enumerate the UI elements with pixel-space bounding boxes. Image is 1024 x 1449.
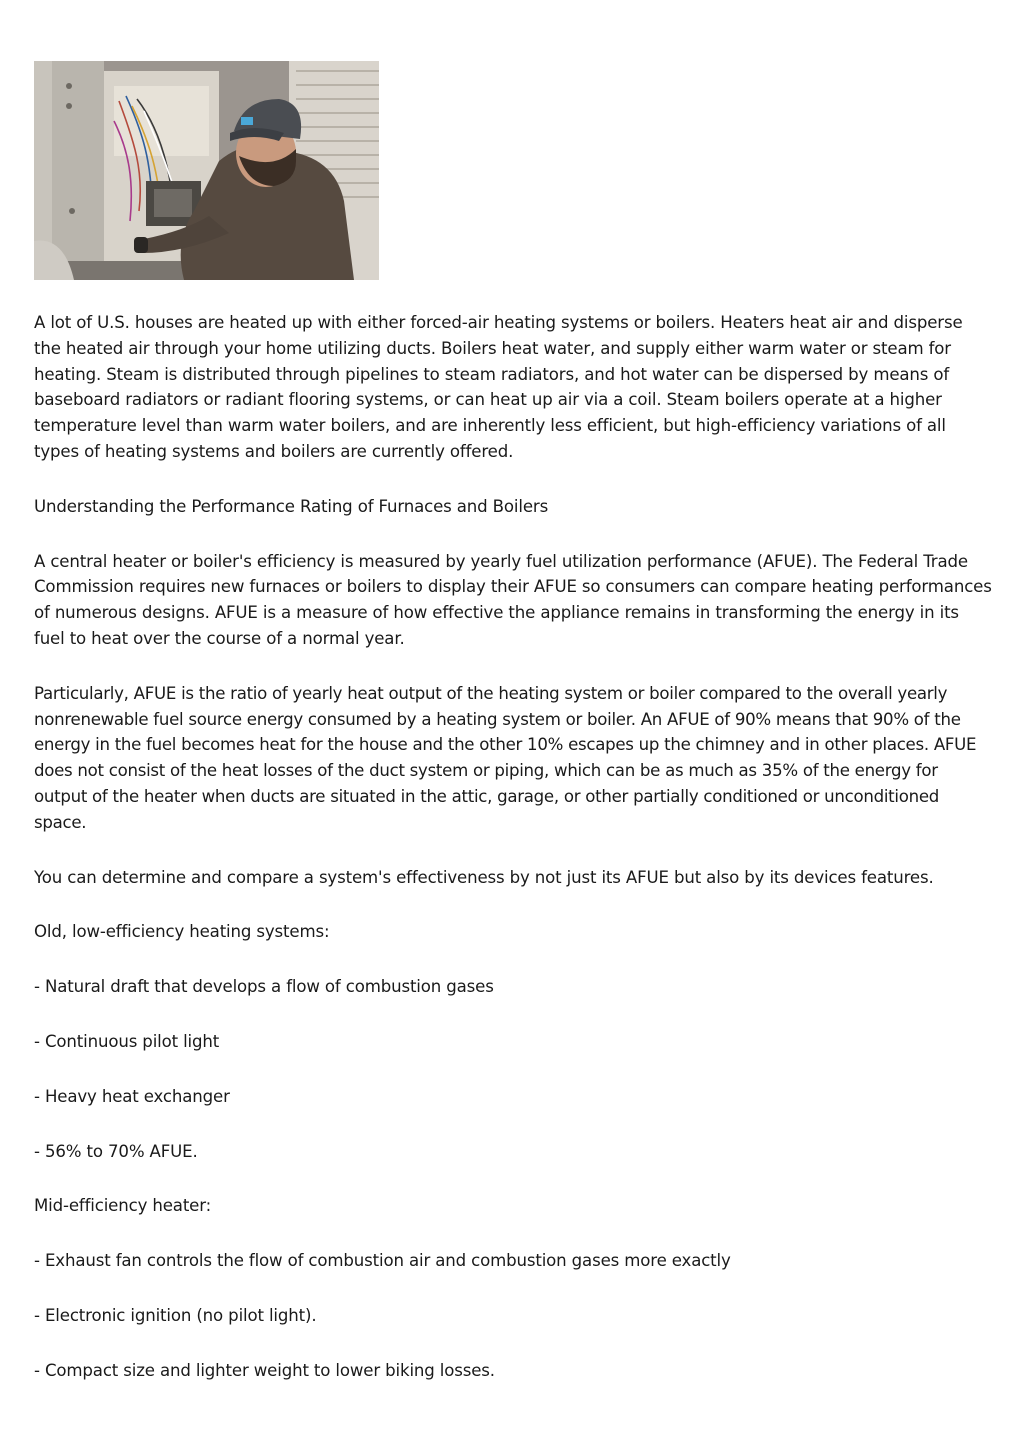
list-item: - Natural draft that develops a flow of combustion gases xyxy=(34,977,494,997)
paragraph-afue-ratio: Particularly, AFUE is the ratio of yearly heat output of the heating system or boiler compared to the overall yearly nonrenewable fuel source energy consumed by a heating system or boiler. An AFUE of 90% means that 90% of the energy in the fuel becomes heat for the house and the other 10% escapes up the chimney and in other places. AFUE does not consist of the heat losses of the duct system or piping, which can be as much as 35% of the energy for output of the heater when ducts are situated in the attic, garage, or other partially conditioned or unconditioned space. xyxy=(34,683,977,832)
list-item: - Heavy heat exchanger xyxy=(34,1086,230,1106)
paragraph-afue-definition: A central heater or boiler's efficiency is measured by yearly fuel utilization performance (AFUE). The Federal Trade Commission requires new furnaces or boilers to display their AFUE so consumers can compare heating performances of numerous designs. AFUE is a measure of how effective the appliance remains in transforming the energy in its fuel to heat over the course of a normal year. xyxy=(34,551,992,648)
paragraph-compare-effectiveness: You can determine and compare a system's effectiveness by not just its AFUE but also by its devices features. xyxy=(34,867,934,887)
list-heading-old-systems: Old, low-efficiency heating systems: xyxy=(34,922,330,942)
furnace-technician-photo xyxy=(34,61,379,280)
paragraph-intro: A lot of U.S. houses are heated up with either forced-air heating systems or boilers. Heaters heat air and disperse the heated air through your home utilizing ducts. Boilers heat water, and supply either warm water or steam for heating. Steam is distributed through pipelines to steam radiators, and hot water can be dispersed by means of baseboard radiators or radiant flooring systems, or can heat up air via a coil. Steam boilers operate at a higher temperature level than warm water boilers, and are inherently less efficient, but high-efficiency variations of all types of heating systems and boilers are currently offered. xyxy=(34,313,963,461)
list-item: - Compact size and lighter weight to lower biking losses. xyxy=(34,1360,495,1380)
list-item: - 56% to 70% AFUE. xyxy=(34,1141,198,1161)
list-item: - Continuous pilot light xyxy=(34,1031,220,1051)
article-body xyxy=(34,310,994,1413)
list-heading-mid-efficiency: Mid-efficiency heater: xyxy=(34,1196,212,1216)
section-heading-performance-rating: Understanding the Performance Rating of Furnaces and Boilers xyxy=(34,496,549,516)
list-item: - Electronic ignition (no pilot light). xyxy=(34,1305,317,1325)
list-item: - Exhaust fan controls the flow of combustion air and combustion gases more exactly xyxy=(34,1251,731,1271)
